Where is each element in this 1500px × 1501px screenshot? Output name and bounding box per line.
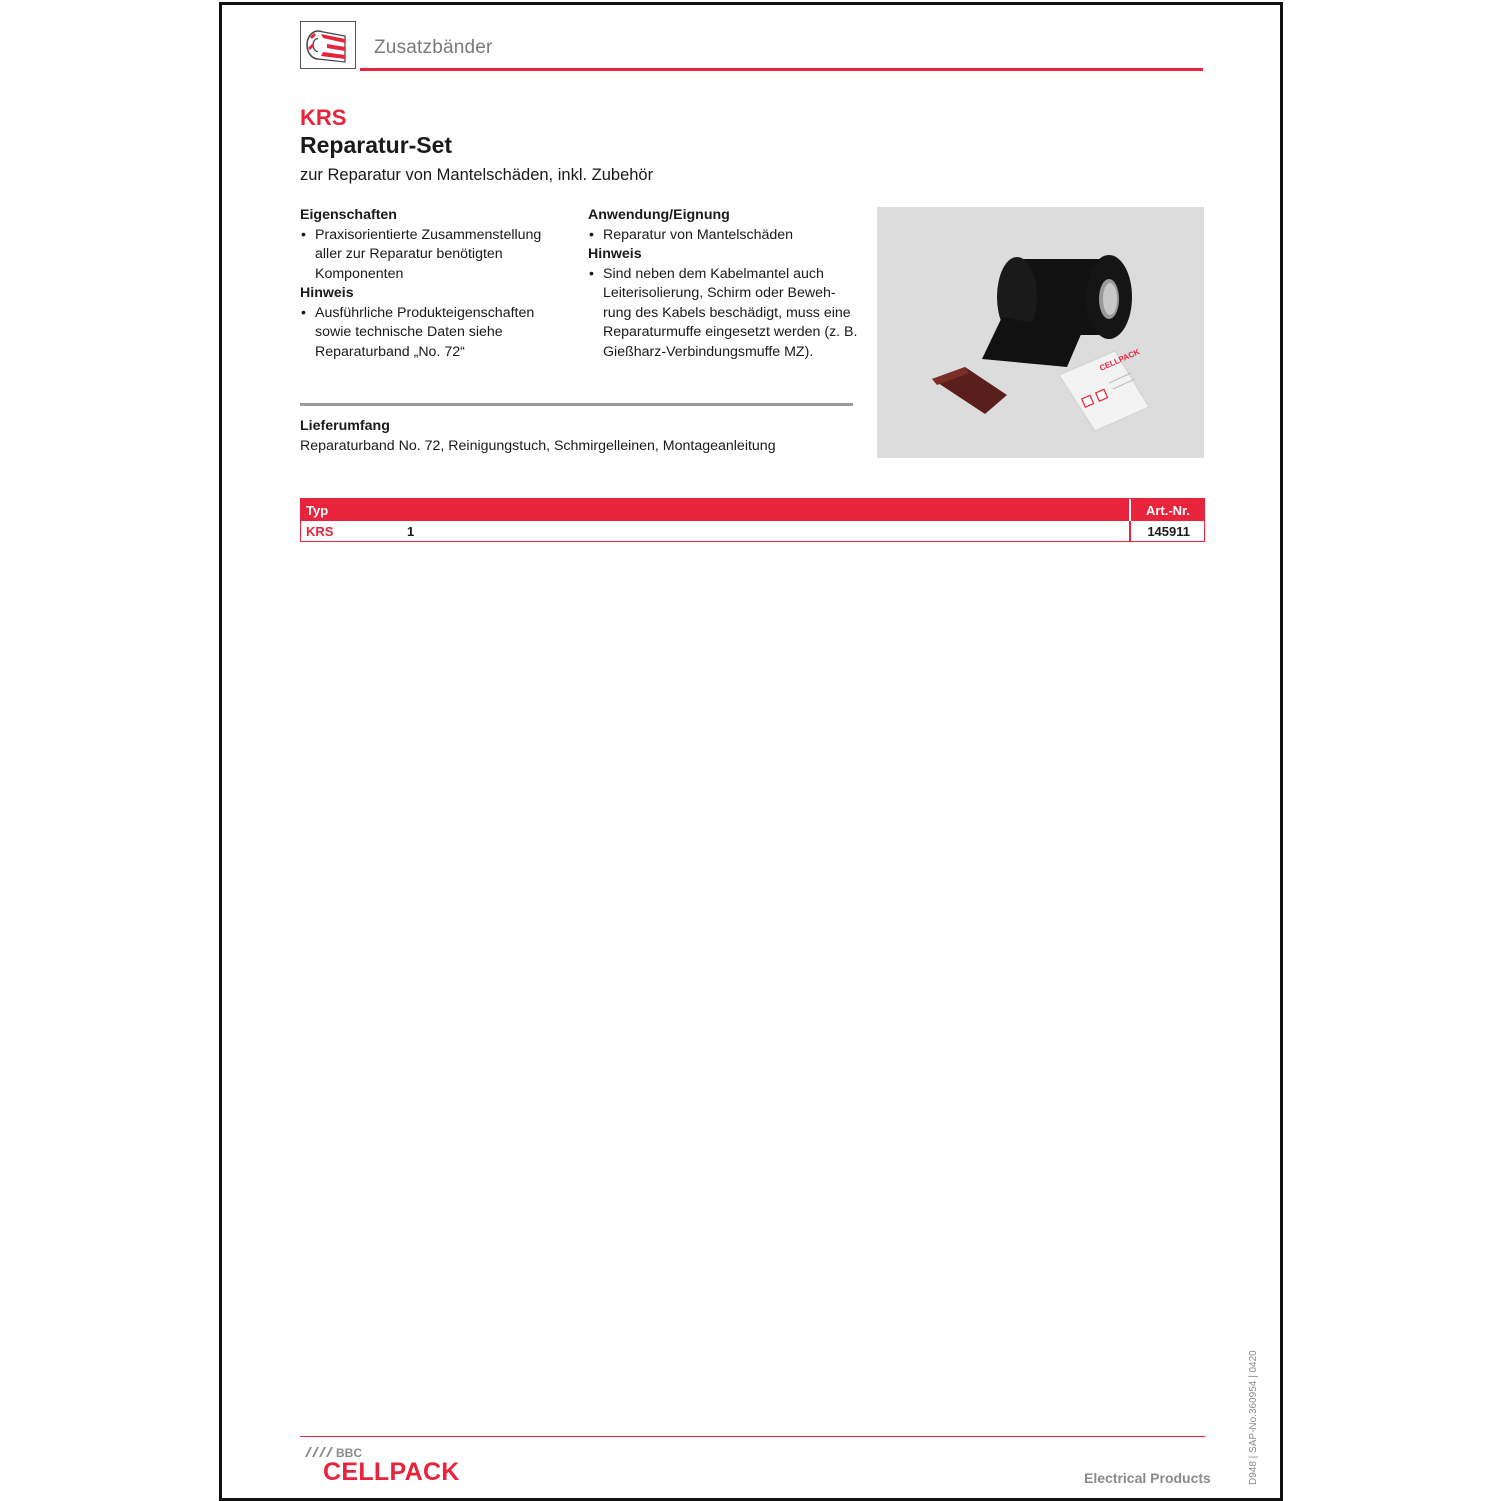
category-title: Zusatzbänder	[374, 37, 493, 58]
product-code: KRS	[300, 105, 347, 130]
scope-heading: Lieferumfang	[300, 418, 390, 434]
right-column	[588, 206, 863, 362]
order-table	[300, 498, 1205, 542]
footer-rule	[300, 1436, 1205, 1437]
document-code: D948 | SAP-No.360954 | 0420	[1248, 1350, 1259, 1485]
left-column	[300, 206, 570, 362]
eigenschaften-heading: Eigenschaften	[300, 207, 397, 223]
cell-art-nr: 145911	[1147, 524, 1190, 539]
brand-bbc: BBC	[336, 1446, 362, 1460]
hinweis-heading: Hinweis	[300, 285, 354, 301]
product-photo	[877, 207, 1204, 458]
tape-roll-icon	[300, 21, 356, 69]
anwendung-heading: Anwendung/Eignung	[588, 207, 730, 223]
header-typ: Typ	[306, 503, 329, 518]
scope-of-delivery	[300, 417, 860, 456]
column-divider	[1129, 521, 1131, 541]
section-divider	[300, 403, 853, 406]
cell-typ: KRS	[306, 524, 334, 539]
table-row	[301, 521, 1204, 541]
product-title: Reparatur-Set	[300, 132, 453, 158]
scope-text: Reparaturband No. 72, Reinigungstuch, Schmirgelleinen, Montageanleitung	[300, 437, 776, 454]
header-art-nr: Art.-Nr.	[1145, 503, 1190, 518]
hinweis-list	[300, 304, 570, 363]
list-item: • Reparatur von Mantelschäden	[588, 226, 863, 246]
brand-logo: CELLPACK	[323, 1458, 460, 1486]
datasheet-page	[219, 2, 1283, 1501]
list-item: • Ausführliche Produkteigenschaften sowie technische Daten siehe Reparaturband „No. 72“	[300, 304, 570, 363]
brand-tagline: Electrical Products	[1084, 1470, 1211, 1486]
hinweis-heading: Hinweis	[588, 246, 642, 262]
product-subtitle: zur Reparatur von Mantelschäden, inkl. Zubehör	[300, 166, 654, 184]
bag-label: CELLPACK	[1098, 347, 1142, 373]
table-header	[301, 499, 1204, 521]
list-item: • Sind neben dem Kabelmantel auch Leiterisolierung, Schirm oder Beweh-rung des Kabels beschädigt, muss eine Reparaturmuffe eingesetzt werden (z. B. Gießharz-Verbindungsmuffe MZ).	[588, 265, 863, 363]
list-item: • Praxisorientierte Zusammenstellung aller zur Reparatur benötigten Komponenten	[300, 226, 570, 285]
cell-qty: 1	[407, 524, 415, 539]
header-rule	[360, 68, 1203, 71]
eigenschaften-list	[300, 226, 570, 285]
hinweis-list	[588, 265, 863, 363]
anwendung-list	[588, 226, 863, 246]
column-divider	[1129, 499, 1131, 521]
